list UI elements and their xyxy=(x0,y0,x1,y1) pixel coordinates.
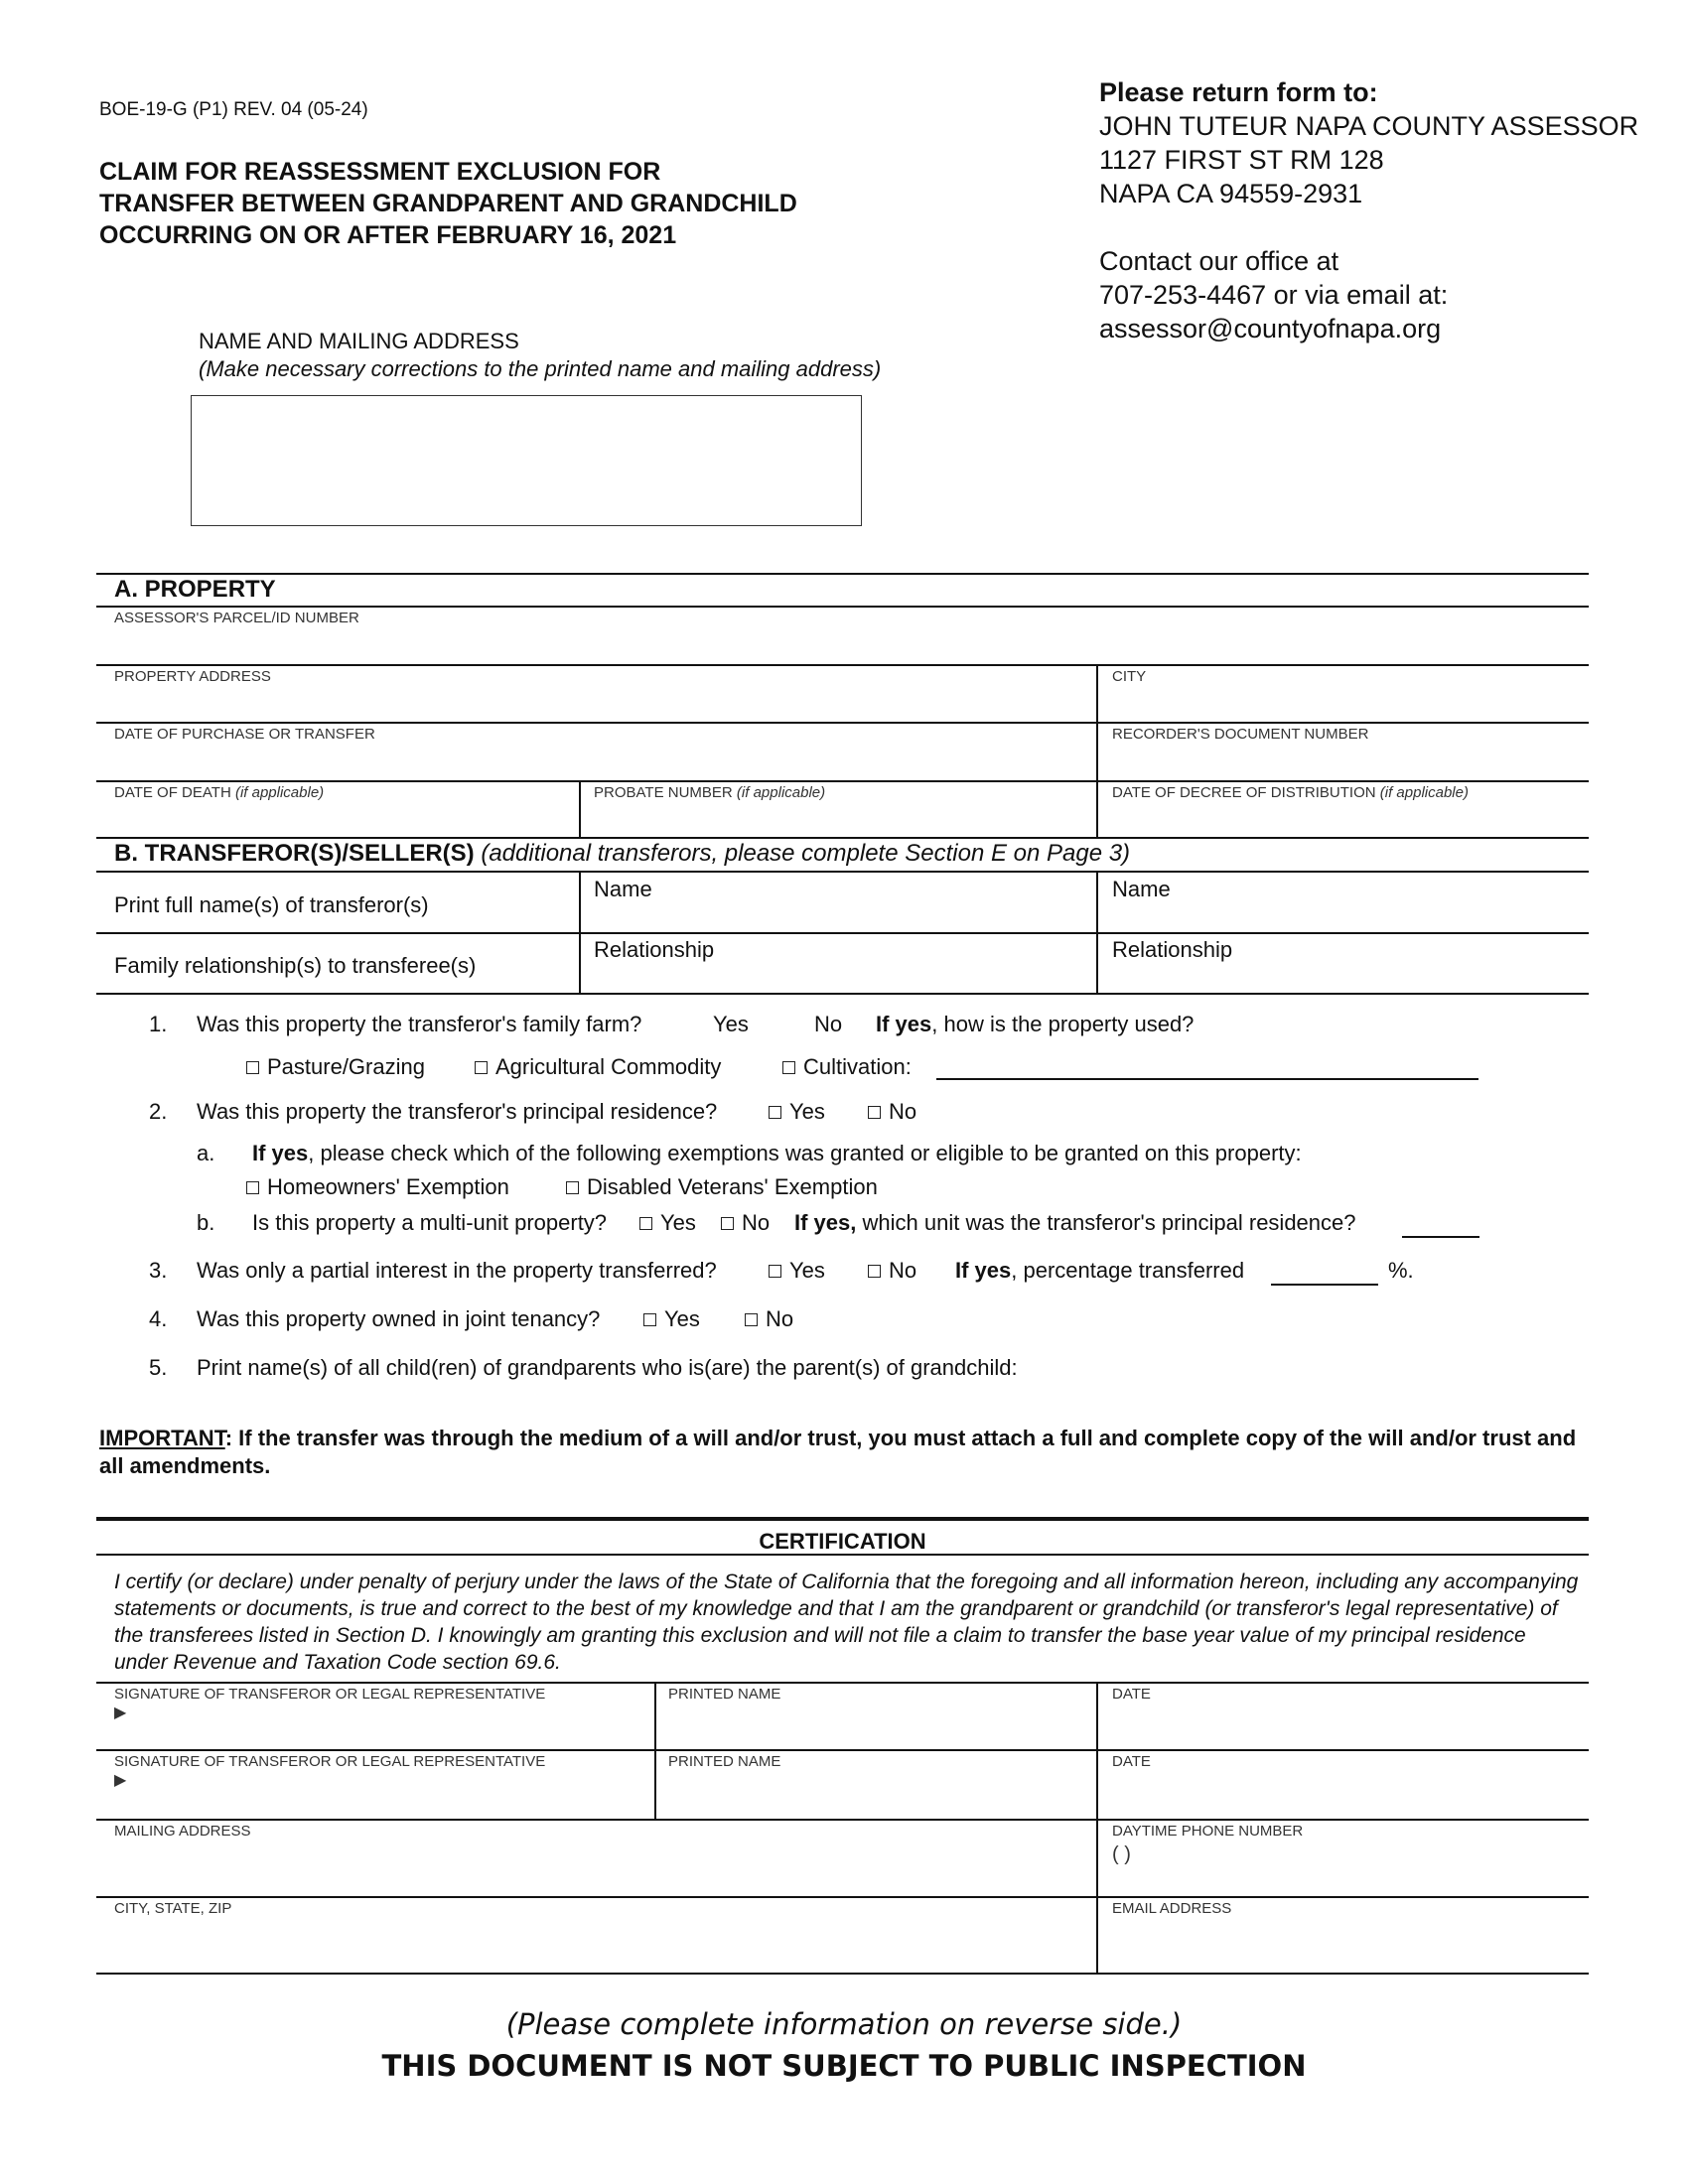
q4-yes-checkbox[interactable]: Yes xyxy=(643,1306,700,1332)
cultivation-checkbox[interactable]: Cultivation: xyxy=(782,1054,912,1080)
contact-line: 707-253-4467 or via email at: xyxy=(1099,280,1449,310)
unit-line[interactable] xyxy=(1402,1216,1479,1238)
phone-format: ( ) xyxy=(1112,1843,1131,1865)
date-field-1[interactable]: DATE xyxy=(1112,1686,1151,1703)
mailing-address-field[interactable]: MAILING ADDRESS xyxy=(114,1823,251,1840)
printed-name-field-1[interactable]: PRINTED NAME xyxy=(668,1686,781,1703)
q2a-text: If yes, please check which of the following exemptions was granted or eligible to be granted on this property: xyxy=(252,1141,1302,1165)
decree-date-field[interactable]: DATE OF DECREE OF DISTRIBUTION (if applicable) xyxy=(1112,784,1469,801)
reverse-side-note: (Please complete information on reverse side.) xyxy=(505,2007,1183,2041)
homeowners-checkbox[interactable]: Homeowners' Exemption xyxy=(246,1174,509,1200)
q2b-text: Is this property a multi-unit property? xyxy=(252,1210,608,1235)
name-address-heading xyxy=(199,328,881,383)
return-line: NAPA CA 94559-2931 xyxy=(1099,179,1363,208)
percent-sign: %. xyxy=(1388,1258,1414,1283)
printed-name-field-2[interactable]: PRINTED NAME xyxy=(668,1753,781,1770)
q5-number: 5. xyxy=(149,1355,168,1380)
q3-number: 3. xyxy=(149,1258,168,1283)
signature-field-1[interactable]: SIGNATURE OF TRANSFEROR OR LEGAL REPRESENTATIVE ▶ xyxy=(114,1686,546,1721)
return-address-block xyxy=(1099,75,1685,345)
pasture-checkbox[interactable]: Pasture/Grazing xyxy=(246,1054,425,1080)
section-b-heading: B. TRANSFEROR(S)/SELLER(S) (additional transferors, please complete Section E on Page 3) xyxy=(114,840,1131,867)
public-inspection-notice: THIS DOCUMENT IS NOT SUBJECT TO PUBLIC INSPECTION xyxy=(381,2049,1307,2083)
q4-number: 4. xyxy=(149,1306,168,1331)
date-field-2[interactable]: DATE xyxy=(1112,1753,1151,1770)
q2b-if-yes: If yes, which unit was the transferor's principal residence? xyxy=(794,1210,1356,1235)
return-line: JOHN TUTEUR NAPA COUNTY ASSESSOR xyxy=(1099,111,1639,141)
section-a-heading: A. PROPERTY xyxy=(114,576,276,603)
q1-number: 1. xyxy=(149,1012,168,1036)
form-number: BOE-19-G (P1) REV. 04 (05-24) xyxy=(99,99,368,120)
phone-field[interactable]: DAYTIME PHONE NUMBER ( ) xyxy=(1112,1823,1304,1865)
name-address-note: (Make necessary corrections to the printed name and mailing address) xyxy=(199,356,882,381)
city-state-zip-field[interactable]: CITY, STATE, ZIP xyxy=(114,1900,232,1917)
recorder-number-field[interactable]: RECORDER'S DOCUMENT NUMBER xyxy=(1112,726,1369,743)
name-address-box[interactable] xyxy=(191,395,862,526)
certification-text: I certify (or declare) under penalty of perjury under the laws of the State of California that the foregoing and all information hereon, including any accompanying statements or documents, is true and correct to the best of my knowledge and that I am the grandparent or grandchild (or transferor's legal representative) of the transferees listed in Section D. I knowingly am granting this exclusion and will not file a claim to transfer the base year value of my principal residence under Revenue and Taxation Code section 69.6. xyxy=(114,1570,1579,1674)
agricultural-checkbox[interactable]: Agricultural Commodity xyxy=(475,1054,721,1080)
contact-email: assessor@countyofnapa.org xyxy=(1099,314,1442,343)
form-title xyxy=(99,156,953,251)
transferor-name-field-1[interactable]: Name xyxy=(594,877,652,901)
relationship-label: Family relationship(s) to transferee(s) xyxy=(114,953,477,978)
probate-number-field[interactable]: PROBATE NUMBER (if applicable) xyxy=(594,784,826,801)
percentage-line[interactable] xyxy=(1271,1264,1378,1286)
contact-line: Contact our office at xyxy=(1099,246,1339,276)
return-heading: Please return form to: xyxy=(1099,77,1378,107)
q2b-yes-checkbox[interactable]: Yes xyxy=(639,1210,696,1236)
email-field[interactable]: EMAIL ADDRESS xyxy=(1112,1900,1232,1917)
q3-yes-checkbox[interactable]: Yes xyxy=(769,1258,825,1284)
title-line: TRANSFER BETWEEN GRANDPARENT AND GRANDCHILD xyxy=(99,190,797,217)
death-date-field[interactable]: DATE OF DEATH (if applicable) xyxy=(114,784,325,801)
title-line: OCCURRING ON OR AFTER FEBRUARY 16, 2021 xyxy=(99,221,677,249)
q2-no-checkbox[interactable]: No xyxy=(868,1099,916,1125)
certification-heading: CERTIFICATION xyxy=(759,1529,926,1554)
transferor-name-field-2[interactable]: Name xyxy=(1112,877,1171,901)
q3-text: Was only a partial interest in the property transferred? xyxy=(197,1258,717,1283)
q1-text: Was this property the transferor's family farm? xyxy=(197,1012,642,1036)
q3-no-checkbox[interactable]: No xyxy=(868,1258,916,1284)
q2b-no-checkbox[interactable]: No xyxy=(721,1210,770,1236)
return-line: 1127 FIRST ST RM 128 xyxy=(1099,145,1384,175)
q2-yes-checkbox[interactable]: Yes xyxy=(769,1099,825,1125)
important-notice: IMPORTANT: If the transfer was through the medium of a will and/or trust, you must attach a full and complete copy of the will and/or trust and all amendments. xyxy=(99,1426,1577,1478)
purchase-date-field[interactable]: DATE OF PURCHASE OR TRANSFER xyxy=(114,726,375,743)
q2-number: 2. xyxy=(149,1099,168,1124)
signature-arrow-icon: ▶ xyxy=(114,1705,127,1721)
signature-field-2[interactable]: SIGNATURE OF TRANSFEROR OR LEGAL REPRESENTATIVE ▶ xyxy=(114,1753,546,1789)
q5-text: Print name(s) of all child(ren) of grandparents who is(are) the parent(s) of grandchild: xyxy=(197,1355,1018,1380)
q1-no-option[interactable]: No xyxy=(814,1012,843,1036)
q1-if-yes: If yes, how is the property used? xyxy=(876,1012,1195,1036)
parcel-field[interactable]: ASSESSOR'S PARCEL/ID NUMBER xyxy=(114,610,359,626)
veterans-checkbox[interactable]: Disabled Veterans' Exemption xyxy=(566,1174,878,1200)
transferor-name-label: Print full name(s) of transferor(s) xyxy=(114,892,429,917)
q1-yes-option[interactable]: Yes xyxy=(713,1012,749,1036)
q2b-number: b. xyxy=(197,1210,215,1235)
q3-if-yes: If yes, percentage transferred xyxy=(955,1258,1245,1283)
signature-arrow-icon: ▶ xyxy=(114,1772,127,1789)
property-address-field[interactable]: PROPERTY ADDRESS xyxy=(114,668,271,685)
relationship-field-1[interactable]: Relationship xyxy=(594,937,715,962)
q2-text: Was this property the transferor's principal residence? xyxy=(197,1099,718,1124)
q4-text: Was this property owned in joint tenancy? xyxy=(197,1306,601,1331)
q2a-number: a. xyxy=(197,1141,215,1165)
q4-no-checkbox[interactable]: No xyxy=(745,1306,793,1332)
cultivation-line[interactable] xyxy=(936,1058,1478,1080)
title-line: CLAIM FOR REASSESSMENT EXCLUSION FOR xyxy=(99,158,661,186)
name-address-label: NAME AND MAILING ADDRESS xyxy=(199,329,519,353)
relationship-field-2[interactable]: Relationship xyxy=(1112,937,1233,962)
city-field[interactable]: CITY xyxy=(1112,668,1147,685)
